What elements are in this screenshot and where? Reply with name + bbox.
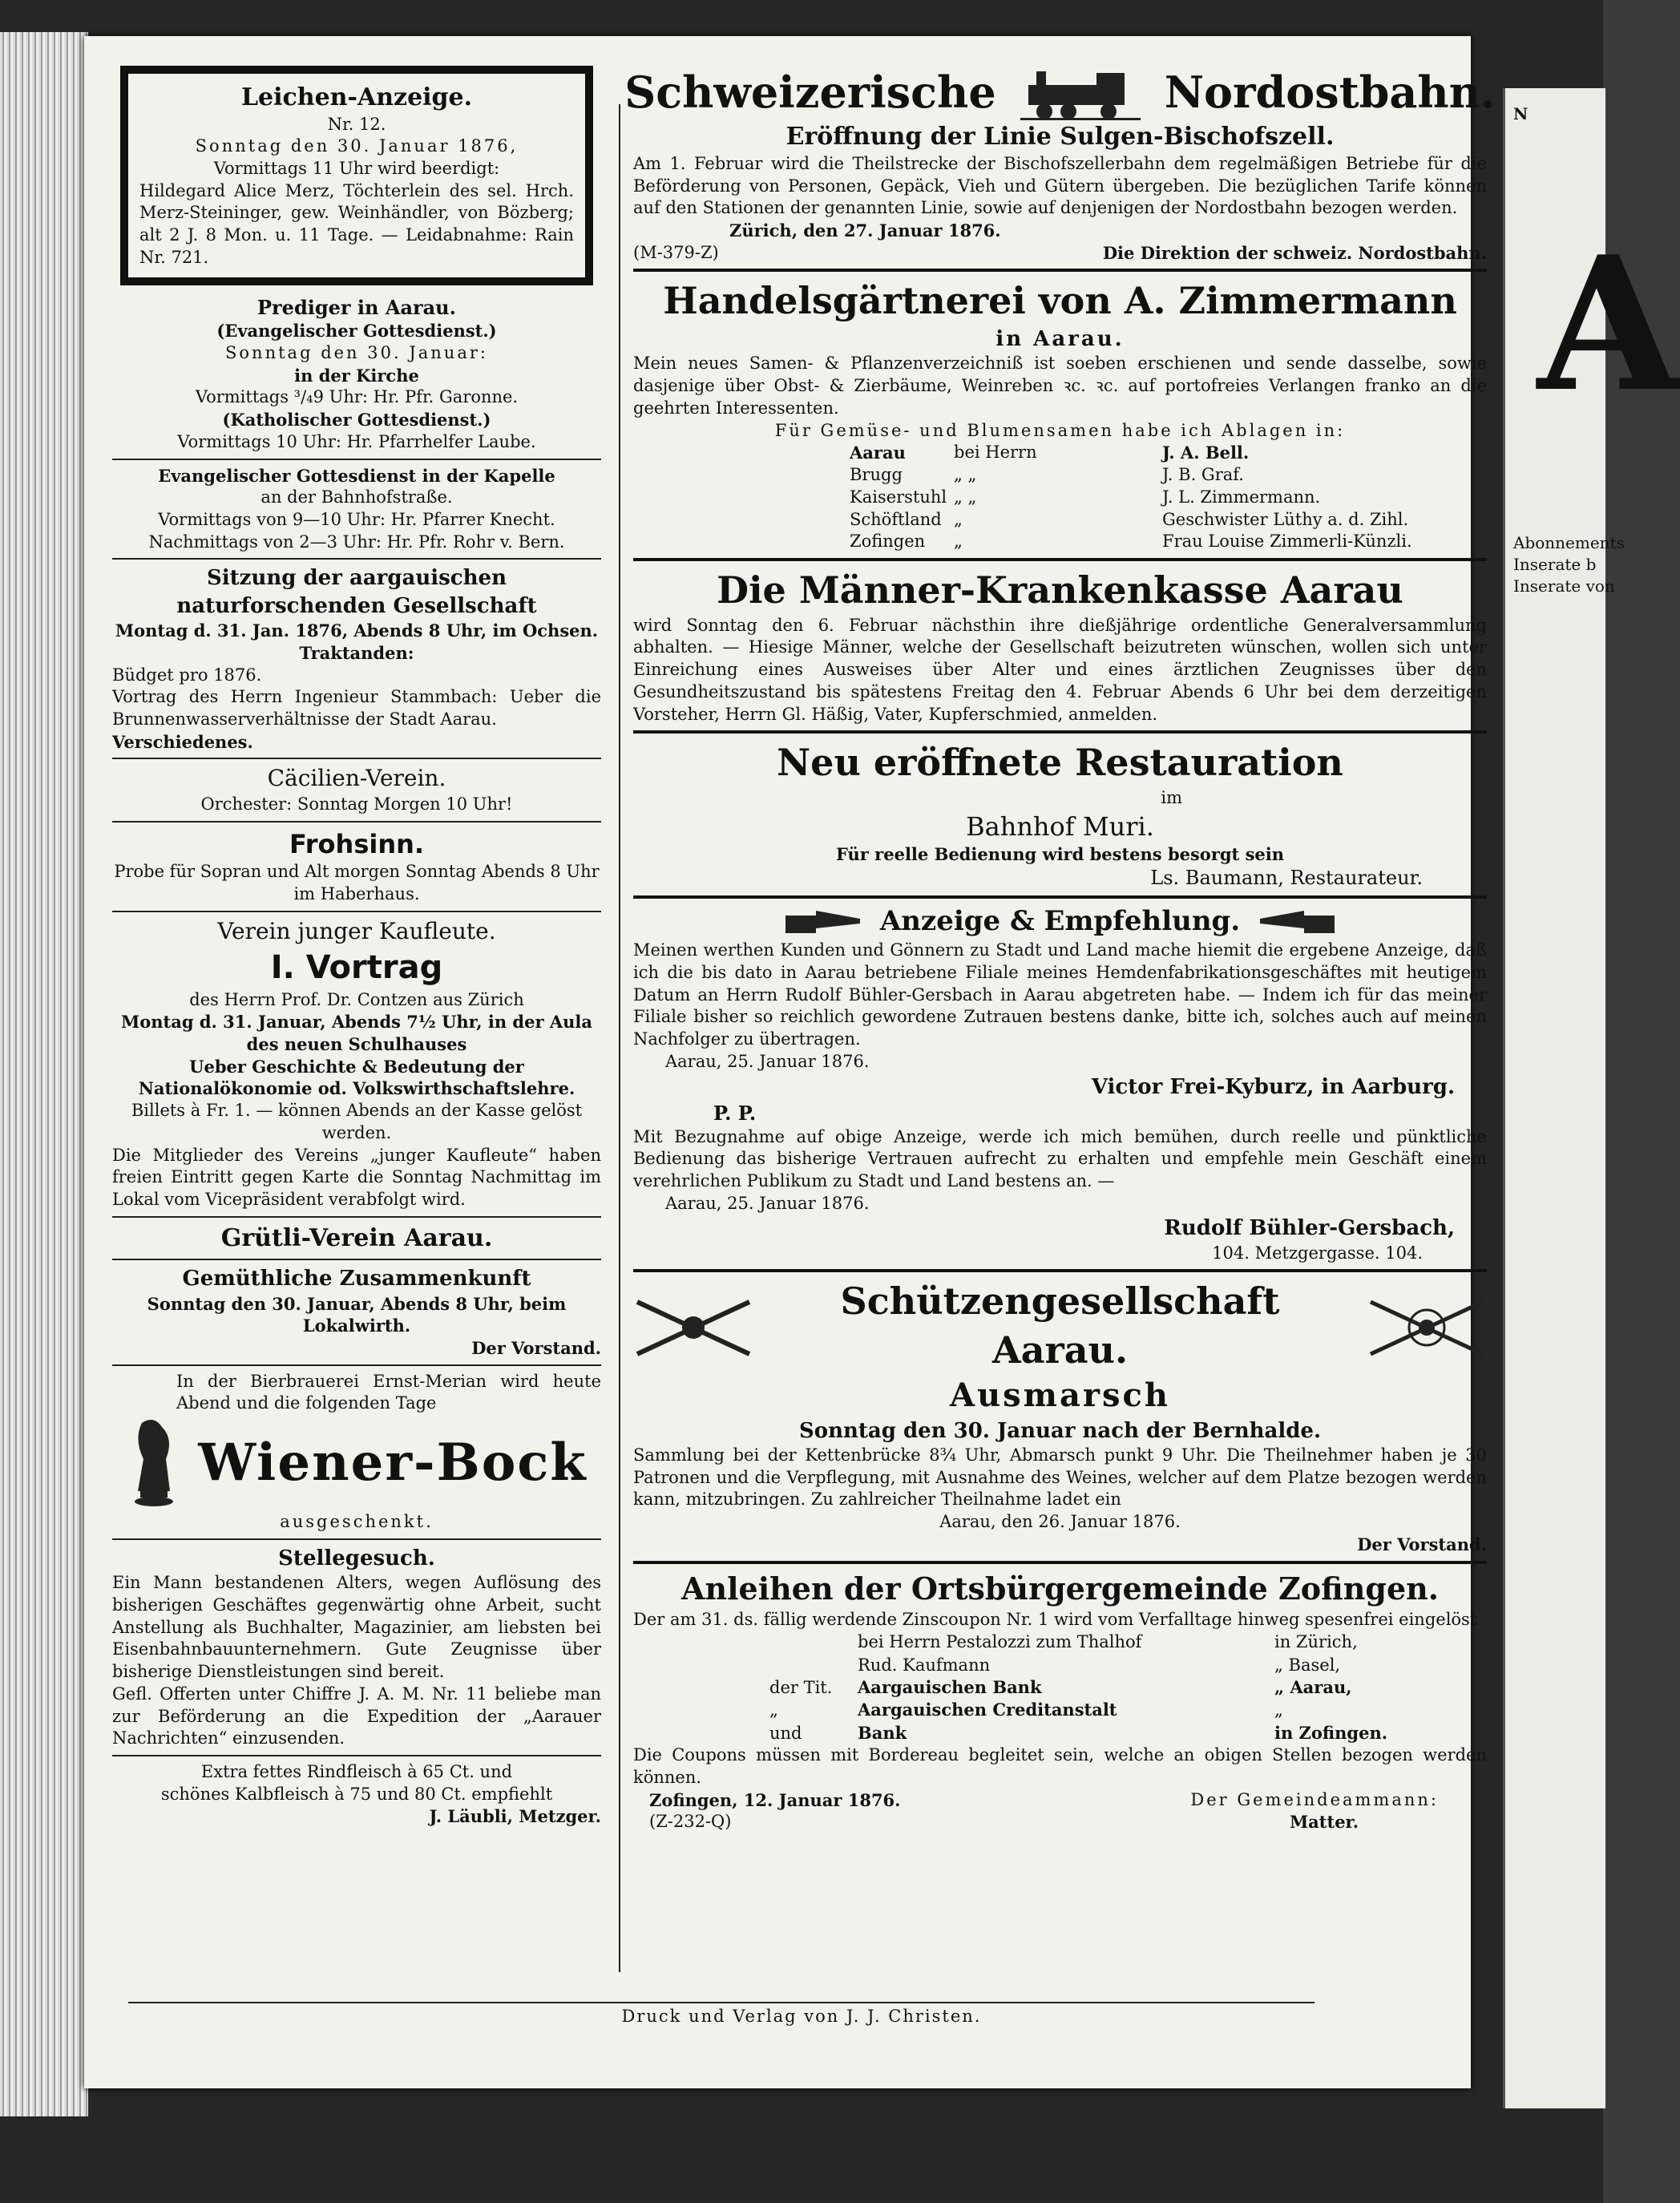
bock-outro: ausgeschenkt.	[280, 1512, 434, 1532]
next-page-text: N	[1513, 104, 1529, 123]
gruetli-title: Grütli-Verein Aarau.	[220, 1223, 493, 1252]
agent-town: Aarau	[850, 443, 906, 463]
column-rule	[619, 104, 620, 1972]
loan-agent: Rud. Kaufmann	[858, 1655, 991, 1675]
rule	[112, 1538, 601, 1540]
loan-prefix: der Tit.	[769, 1678, 833, 1698]
job-body: Ein Mann bestandenen Alters, wegen Auflösung des bisherigen Geschäftes gegenwärtig ohne Arbeit, sucht Anstellung als Buchhalter, Magazinier, am liebsten bei Eisenbahnbauunternehmern. Gute Zeugnisse über bisherige Dienstleistungen sind bereit.	[112, 1573, 601, 1682]
shirt-title: Anzeige & Empfehlung.	[879, 905, 1241, 938]
rule	[633, 269, 1487, 272]
loan-sign2: Matter.	[1289, 1812, 1359, 1833]
garden-body: Mein neues Samen- & Pflanzenverzeichniß ist soeben erschienen und sende dasselbe, sowie dasjenige über Obst- & Zierbäume, Weinreben ꝛc. ꝛc. auf portofreies Verlangen franko an die geehrten Interessenten.	[633, 354, 1487, 418]
next-page-masthead: A	[1537, 216, 1680, 433]
kaufleute-tickets: Billets à Fr. 1. — können Abends an der Kasse gelöst werden.	[131, 1101, 583, 1142]
next-page-fragment	[1503, 88, 1680, 2108]
shooting-title: Schützengesellschaft Aarau.	[840, 1279, 1280, 1372]
death-notice-time: Vormittags 11 Uhr wird beerdigt:	[213, 159, 500, 179]
loan-city: in Zürich,	[1274, 1632, 1358, 1652]
rule	[633, 558, 1487, 561]
chapel-title: Evangelischer Gottesdienst in der Kapelle	[158, 465, 555, 486]
railway-notice	[624, 64, 1496, 264]
kaufleute-date: Montag d. 31. Januar, Abends 7½ Uhr, in der Aula des neuen Schulhauses	[121, 1012, 592, 1054]
rule	[112, 558, 601, 560]
loan-title: Anleihen der Ortsbürgergemeinde Zofingen.	[681, 1570, 1439, 1607]
caecilien-notice	[112, 764, 601, 816]
shooting-body: Sammlung bei der Kettenbrücke 8¾ Uhr, Abmarsch punkt 9 Uhr. Die Theilnehmer haben je 30 Patronen und die Verpflegung, mit Ausnahme des Weines, welcher auf dem Platze bezogen werden kann, mitzubringen. Zu zahlreicher Theilnahme ladet ein	[633, 1445, 1487, 1510]
agent-prefix: „	[954, 509, 963, 529]
job-title: Stellegesuch.	[278, 1546, 435, 1570]
shirt-address: 104. Metzgergasse. 104.	[1212, 1243, 1423, 1263]
garden-depots: Für Gemüse- und Blumensamen habe ich Ablagen in:	[774, 420, 1346, 440]
pointing-hand-left-icon	[1256, 906, 1336, 938]
preacher-notice	[112, 295, 601, 454]
krankenkasse-body: wird Sonntag den 6. Februar nächsthin ihre dießjährige ordentliche Generalversammlung abhalten. — Hiesige Männer, welche der Gesellschaft beizutreten wünschen, wollen sich unter Einreichung eines Ausweises über Alter und eines ärztlichen Zeugnisses über den Gesundheitszustand bis spätestens Freitag den 4. Februar Abends 6 Uhr bei dem derzeitigen Vorsteher, Herrn Gl. Häßig, Vater, Kupferschmied, anmelden.	[633, 615, 1487, 724]
shooting-notice	[633, 1277, 1487, 1555]
book-page-edges	[0, 32, 88, 2116]
agent-name: J. A. Bell.	[1162, 443, 1250, 463]
loan-city: „	[1274, 1700, 1283, 1720]
meat-notice	[112, 1761, 601, 1828]
society-title: Sitzung der aargauischen naturforschenden Gesellschaft	[176, 566, 537, 618]
agent-prefix: bei Herrn	[954, 443, 1037, 463]
loan-agent: Aargauischen Bank	[858, 1677, 1042, 1698]
loan-agent: bei Herrn Pestalozzi zum Thalhof	[858, 1632, 1142, 1652]
garden-title: Handelsgärtnerei von A. Zimmermann	[663, 279, 1457, 323]
goat-beer-icon	[126, 1415, 182, 1511]
meat-line: schönes Kalbfleisch à 75 und 80 Ct. empfiehlt	[160, 1784, 553, 1804]
restaurant-title: Neu eröffnete Restauration	[777, 741, 1343, 785]
shirt-date2: Aarau, 25. Januar 1876.	[665, 1193, 870, 1213]
agent-name: Frau Louise Zimmerli-Künzli.	[1162, 532, 1412, 552]
kaufleute-notice	[112, 917, 601, 1211]
chapel-line: Nachmittags von 2—3 Uhr: Hr. Pfr. Rohr v. Bern.	[148, 532, 565, 552]
chapel-notice	[112, 465, 601, 554]
loan-prefix	[769, 1631, 858, 1653]
preacher-sub: (Evangelischer Gottesdienst.)	[216, 321, 497, 342]
rule	[112, 758, 601, 759]
railway-date: Zürich, den 27. Januar 1876.	[729, 220, 1001, 241]
agent-town: Schöftland	[850, 509, 942, 529]
loan-city: „ Basel,	[1274, 1655, 1341, 1675]
society-agenda: Traktanden:	[299, 642, 414, 663]
agent-prefix: „ „	[954, 465, 977, 485]
krankenkasse-title: Die Männer-Krankenkasse Aarau	[717, 568, 1403, 612]
loan-paying-agents	[769, 1631, 1487, 1744]
loan-prefix	[769, 1654, 858, 1676]
rule	[112, 911, 601, 912]
frohsinn-title: Frohsinn.	[289, 829, 425, 860]
railway-title-right: Nordostbahn.	[1164, 67, 1496, 118]
frohsinn-line: Probe für Sopran und Alt morgen Sonntag Abends 8 Uhr im Haberhaus.	[114, 862, 600, 904]
rule	[633, 730, 1487, 734]
railway-ref: (M-379-Z)	[633, 242, 719, 262]
garden-notice	[633, 277, 1487, 553]
shooting-subtitle: Ausmarsch	[950, 1376, 1170, 1414]
loan-city: in Zofingen.	[1274, 1722, 1388, 1743]
gruetli-subtitle: Gemüthliche Zusammenkunft	[182, 1267, 531, 1291]
preacher-title: Prediger in Aarau.	[256, 295, 456, 319]
next-page-line: Inserate von	[1513, 576, 1615, 596]
death-notice-body: Hildegard Alice Merz, Töchterlein des sel. Hrch. Merz-Steininger, gew. Weinhändler, von Bözberg; alt 2 J. 8 Mon. u. 11 Tage. — Leidabnahme: Rain Nr. 721.	[139, 180, 574, 267]
next-page-line: Inserate b	[1513, 555, 1597, 574]
death-notice-date: Sonntag den 30. Januar 1876,	[195, 136, 519, 156]
shirt-body2: Mit Bezugnahme auf obige Anzeige, werde ich mich bemühen, durch reelle und pünktliche Bedienung das bisherige Vertrauen aufrecht zu erhalten und empfehle mein Geschäft einem verehrlichen Publikum zu Stadt und Land bestens an. —	[633, 1126, 1487, 1190]
garden-agent-list	[850, 442, 1487, 553]
loan-prefix: „	[769, 1700, 778, 1720]
right-column	[624, 64, 1496, 2004]
pointing-hand-right-icon	[784, 906, 864, 938]
rule	[112, 459, 601, 460]
kaufleute-subtitle: I. Vortrag	[270, 948, 443, 986]
loan-city: „ Aarau,	[1274, 1677, 1352, 1698]
shooting-sign: Der Vorstand.	[1357, 1534, 1487, 1554]
preacher-line: Vormittags ³/₄9 Uhr: Hr. Pfr. Garonne.	[195, 387, 519, 407]
railway-body: Am 1. Februar wird die Theilstrecke der Bischofszellerbahn dem regelmäßigen Betriebe für die Beförderung von Personen, Gepäck, Vieh und Gütern übergeben. Die bezüglichen Tarife können auf den Stationen der genannten Linie, sowie auf denjenigen der Nordostbahn bezogen werden.	[633, 153, 1487, 218]
loan-agent: Aargauischen Creditanstalt	[858, 1700, 1117, 1720]
restaurant-sign: Ls. Baumann, Restaurateur.	[1150, 866, 1423, 889]
rule	[112, 1259, 601, 1260]
crossed-rifles-icon	[633, 1294, 753, 1358]
bock-notice	[112, 1371, 601, 1534]
job-notice	[112, 1545, 601, 1750]
kaufleute-speaker: des Herrn Prof. Dr. Contzen aus Zürich	[189, 989, 524, 1009]
target-rifles-icon	[1367, 1294, 1487, 1358]
preacher-sub: (Katholischer Gottesdienst.)	[222, 410, 491, 430]
rule	[112, 821, 601, 823]
printer-footer: Druck und Verlag von J. J. Christen.	[621, 2007, 982, 2026]
preacher-line: Sonntag den 30. Januar:	[225, 343, 488, 363]
kaufleute-title: Verein junger Kaufleute.	[217, 917, 496, 944]
chapel-line: Vormittags von 9—10 Uhr: Hr. Pfarrer Knecht.	[158, 510, 555, 530]
chapel-sub: an der Bahnhofstraße.	[260, 487, 453, 507]
agent-prefix: „ „	[954, 487, 977, 507]
gruetli-sign: Der Vorstand.	[471, 1338, 601, 1359]
shooting-date: Sonntag den 30. Januar nach der Bernhalde.	[798, 1418, 1322, 1443]
loan-agent: Bank	[858, 1722, 907, 1743]
left-column	[112, 64, 601, 2028]
agent-prefix: „	[954, 532, 963, 552]
kaufleute-note: Die Mitglieder des Vereins „junger Kaufleute“ haben freien Eintritt gegen Karte die Sonntag Nachmittag im Lokal vom Vicepräsident verabfolgt wird.	[112, 1145, 601, 1209]
society-item: Büdget pro 1876.	[112, 665, 262, 685]
society-notice	[112, 564, 601, 753]
preacher-line: in der Kirche	[294, 365, 419, 386]
agent-name: J. L. Zimmermann.	[1162, 487, 1321, 507]
loan-sign1: Der Gemeindeammann:	[1190, 1789, 1439, 1809]
loan-ref: (Z-232-Q)	[649, 1812, 732, 1832]
rule	[633, 895, 1487, 899]
gruetli-notice	[112, 1223, 601, 1360]
shirt-pp: P. P.	[713, 1101, 757, 1125]
agent-name: Geschwister Lüthy a. d. Zihl.	[1162, 509, 1409, 529]
rule	[112, 1755, 601, 1756]
death-notice	[120, 66, 593, 285]
rule	[633, 1561, 1487, 1564]
restaurant-place: Bahnhof Muri.	[966, 810, 1154, 842]
restaurant-notice	[633, 738, 1487, 891]
footer-rule	[128, 2002, 1315, 2003]
agent-town: Brugg	[850, 465, 903, 485]
railway-sign: Die Direktion der schweiz. Nordostbahn.	[1102, 242, 1487, 263]
loan-date: Zofingen, 12. Januar 1876.	[649, 1789, 901, 1810]
restaurant-im: im	[1161, 787, 1182, 807]
caecilien-line: Orchester: Sonntag Morgen 10 Uhr!	[200, 794, 513, 815]
shirt-date: Aarau, 25. Januar 1876.	[665, 1051, 870, 1071]
restaurant-line: Für reelle Bedienung wird bestens besorgt sein	[835, 843, 1285, 864]
bock-title: Wiener-Bock	[198, 1432, 588, 1493]
rule	[112, 1364, 601, 1366]
rule	[112, 1216, 601, 1218]
shooting-date2: Aarau, den 26. Januar 1876.	[939, 1512, 1181, 1532]
job-offer: Gefl. Offerten unter Chiffre J. A. M. Nr. 11 beliebe man zur Beförderung an die Expedition der „Aarauer Nachrichten“ einzusenden.	[112, 1684, 601, 1748]
agent-town: Kaiserstuhl	[850, 487, 947, 507]
gruetli-date: Sonntag den 30. Januar, Abends 8 Uhr, beim Lokalwirth.	[147, 1293, 567, 1336]
society-item: Verschiedenes.	[112, 731, 253, 752]
shirt-body: Meinen werthen Kunden und Gönnern zu Stadt und Land mache hiemit die ergebene Anzeige, daß ich die bis dato in Aarau betriebene Filiale meines Hemdenfabrikationsgeschäftes mit heutigem Datum an Herrn Rudolf Bühler-Gersbach in Aarau abgetreten habe. — Indem ich für das meiner Filiale bisher so reichlich gewordene Zutrauen bestens danke, bitte ich, solches auch auf meinen Nachfolger zu übertragen.	[633, 940, 1487, 1049]
railway-title-left: Schweizerische	[624, 67, 996, 118]
loan-prefix: und	[769, 1723, 802, 1743]
loan-note: Die Coupons müssen mit Bordereau begleitet sein, welche an obigen Stellen bezogen werden können.	[633, 1745, 1487, 1787]
frohsinn-notice	[112, 827, 601, 906]
preacher-line: Vormittags 10 Uhr: Hr. Pfarrhelfer Laube.	[177, 431, 536, 451]
death-notice-number: Nr. 12.	[327, 114, 386, 134]
shirt-sign: Victor Frei-Kyburz, in Aarburg.	[1091, 1074, 1455, 1099]
loan-body: Der am 31. ds. fällig werdende Zinscoupon Nr. 1 wird vom Verfalltage hinweg spesenfrei eingelöst	[633, 1609, 1477, 1629]
shirt-notice	[633, 903, 1487, 1264]
kaufleute-topic: Ueber Geschichte & Bedeutung der Nationalökonomie od. Volkswirthschaftslehre.	[138, 1056, 575, 1099]
loan-notice	[633, 1569, 1487, 1833]
krankenkasse-notice	[633, 566, 1487, 726]
shirt-sign2: Rudolf Bühler-Gersbach,	[1164, 1216, 1455, 1241]
society-date: Montag d. 31. Jan. 1876, Abends 8 Uhr, im Ochsen.	[115, 620, 599, 641]
meat-sign: J. Läubli, Metzger.	[429, 1806, 601, 1827]
caecilien-title: Cäcilien-Verein.	[267, 765, 446, 792]
agent-town: Zofingen	[850, 532, 926, 552]
locomotive-icon	[1020, 65, 1141, 121]
death-notice-title: Leichen-Anzeige.	[240, 83, 473, 111]
bock-intro: In der Bierbrauerei Ernst-Merian wird heute Abend und die folgenden Tage	[176, 1371, 601, 1413]
garden-place: in Aarau.	[995, 327, 1125, 352]
next-page-line: Abonnements	[1513, 533, 1625, 552]
meat-line: Extra fettes Rindfleisch à 65 Ct. und	[200, 1761, 513, 1781]
agent-name: J. B. Graf.	[1162, 465, 1244, 485]
society-item: Vortrag des Herrn Ingenieur Stammbach: Ueber die Brunnenwasserverhältnisse der Stadt Aarau.	[112, 687, 601, 729]
railway-subtitle: Eröffnung der Linie Sulgen-Bischofszell.	[785, 123, 1335, 152]
rule	[633, 1269, 1487, 1272]
